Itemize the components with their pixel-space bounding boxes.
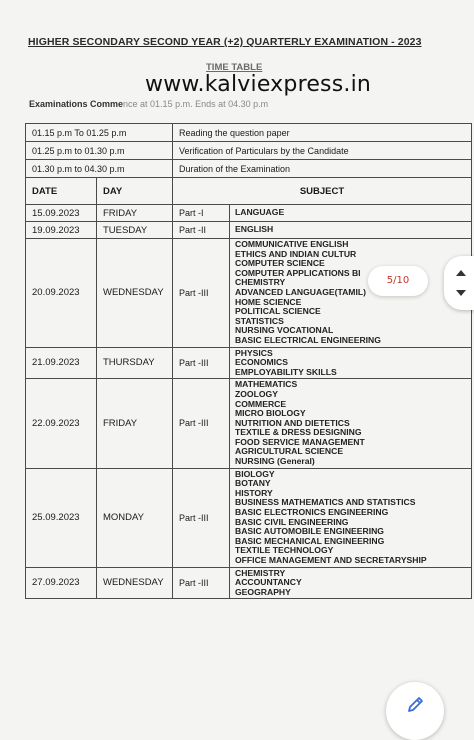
timing-activity: Duration of the Examination xyxy=(173,160,472,178)
exam-day: TUESDAY xyxy=(97,222,173,239)
exam-date: 25.09.2023 xyxy=(26,468,97,567)
subject-item: BASIC ELECTRONICS ENGINEERING xyxy=(235,508,389,518)
subject-item: TEXTILE & DRESS DESIGNING xyxy=(235,428,362,438)
subject-item: STATISTICS xyxy=(235,316,284,326)
pencil-icon xyxy=(406,694,426,714)
header-date: DATE xyxy=(26,178,97,205)
timetable xyxy=(25,123,472,599)
exam-row xyxy=(26,567,472,599)
subject-item: ENGLISH xyxy=(235,225,274,235)
subject-item: CHEMISTRY xyxy=(235,278,286,288)
subject-item: BASIC AUTOMOBILE ENGINEERING xyxy=(235,527,384,537)
subject-item: NUTRITION AND DIETETICS xyxy=(235,418,350,428)
subject-item: ETHICS AND INDIAN CULTUR xyxy=(235,249,357,259)
exam-part: Part -III xyxy=(173,347,230,379)
subject-item: EMPLOYABILITY SKILLS xyxy=(235,367,337,377)
watermark-url: www.kalviexpress.in xyxy=(145,72,372,97)
exam-heading: HIGHER SECONDARY SECOND YEAR (+2) QUARTERLY EXAMINATION - 2023 xyxy=(28,36,422,48)
chevron-down-icon[interactable] xyxy=(454,286,468,300)
subject-item: COMMERCE xyxy=(235,399,287,409)
header-subject: SUBJECT xyxy=(173,178,472,205)
exam-part: Part -III xyxy=(173,567,230,599)
exam-subjects xyxy=(230,379,472,468)
timing-row xyxy=(26,124,472,142)
exam-day: WEDNESDAY xyxy=(97,239,173,348)
subject-item: BASIC ELECTRICAL ENGINEERING xyxy=(235,335,381,345)
exam-date: 21.09.2023 xyxy=(26,347,97,379)
exam-date: 19.09.2023 xyxy=(26,222,97,239)
exam-part: Part -I xyxy=(173,205,230,222)
timing-time: 01.30 p.m to 04.30 p.m xyxy=(26,160,173,178)
timing-activity: Reading the question paper xyxy=(173,124,472,142)
exam-subjects xyxy=(230,205,472,222)
exam-row xyxy=(26,222,472,239)
commence-rest: nce at 01.15 p.m. Ends at 04.30 p.m xyxy=(123,99,269,109)
subject-item: ECONOMICS xyxy=(235,358,288,368)
exam-day: WEDNESDAY xyxy=(97,567,173,599)
exam-date: 15.09.2023 xyxy=(26,205,97,222)
exam-row xyxy=(26,205,472,222)
commence-lead: Examinations Comme xyxy=(29,99,124,109)
timing-time: 01.15 p.m To 01.25 p.m xyxy=(26,124,173,142)
exam-subjects xyxy=(230,239,472,348)
exam-subjects xyxy=(230,468,472,567)
edit-button[interactable] xyxy=(386,682,444,740)
subject-item: LANGUAGE xyxy=(235,208,285,218)
subject-item: ACCOUNTANCY xyxy=(235,578,302,588)
subject-item: BUSINESS MATHEMATICS AND STATISTICS xyxy=(235,498,416,508)
page-indicator: 5/10 xyxy=(368,266,428,296)
subject-item: CHEMISTRY xyxy=(235,568,286,578)
subject-item: POLITICAL SCIENCE xyxy=(235,307,321,317)
subject-item: BASIC CIVIL ENGINEERING xyxy=(235,517,349,527)
subject-item: NURSING VOCATIONAL xyxy=(235,326,334,336)
exam-subjects xyxy=(230,567,472,599)
commence-line xyxy=(29,99,268,109)
subject-item: ZOOLOGY xyxy=(235,389,278,399)
exam-subjects xyxy=(230,222,472,239)
exam-date: 27.09.2023 xyxy=(26,567,97,599)
exam-date: 22.09.2023 xyxy=(26,379,97,468)
subject-item: BOTANY xyxy=(235,479,271,489)
timing-activity: Verification of Particulars by the Candidate xyxy=(173,142,472,160)
exam-row xyxy=(26,347,472,379)
subject-item: ADVANCED LANGUAGE(TAMIL) xyxy=(235,287,366,297)
subject-item: MICRO BIOLOGY xyxy=(235,409,306,419)
timing-time: 01.25 p.m to 01.30 p.m xyxy=(26,142,173,160)
subject-item: NURSING (General) xyxy=(235,457,315,467)
subject-item: PHYSICS xyxy=(235,348,273,358)
subject-item: COMPUTER SCIENCE xyxy=(235,259,325,269)
exam-row xyxy=(26,468,472,567)
subject-item: OFFICE MANAGEMENT AND SECRETARYSHIP xyxy=(235,556,427,565)
scroll-control[interactable] xyxy=(444,256,474,310)
exam-day: THURSDAY xyxy=(97,347,173,379)
timing-row xyxy=(26,142,472,160)
exam-part: Part -III xyxy=(173,468,230,567)
exam-row xyxy=(26,379,472,468)
subject-item: HISTORY xyxy=(235,488,273,498)
subject-item: AGRICULTURAL SCIENCE xyxy=(235,447,344,457)
timetable-subheading: TIME TABLE xyxy=(206,62,263,73)
header-row xyxy=(26,178,472,205)
subject-item: TEXTILE TECHNOLOGY xyxy=(235,546,334,556)
subject-item: COMMUNICATIVE ENGLISH xyxy=(235,240,349,249)
timing-row xyxy=(26,160,472,178)
exam-date: 20.09.2023 xyxy=(26,239,97,348)
subject-item: COMPUTER APPLICATIONS BI xyxy=(235,268,361,278)
subject-item: GEOGRAPHY xyxy=(235,587,291,597)
exam-day: FRIDAY xyxy=(97,205,173,222)
exam-part: Part -II xyxy=(173,222,230,239)
exam-subjects xyxy=(230,347,472,379)
exam-part: Part -III xyxy=(173,239,230,348)
exam-part: Part -III xyxy=(173,379,230,468)
subject-item: HOME SCIENCE xyxy=(235,297,302,307)
header-day: DAY xyxy=(97,178,173,205)
subject-item: FOOD SERVICE MANAGEMENT xyxy=(235,437,365,447)
subject-item: BASIC MECHANICAL ENGINEERING xyxy=(235,536,385,546)
subject-item: MATHEMATICS xyxy=(235,380,298,390)
exam-day: MONDAY xyxy=(97,468,173,567)
chevron-up-icon[interactable] xyxy=(454,266,468,280)
exam-day: FRIDAY xyxy=(97,379,173,468)
subject-item: BIOLOGY xyxy=(235,469,275,479)
